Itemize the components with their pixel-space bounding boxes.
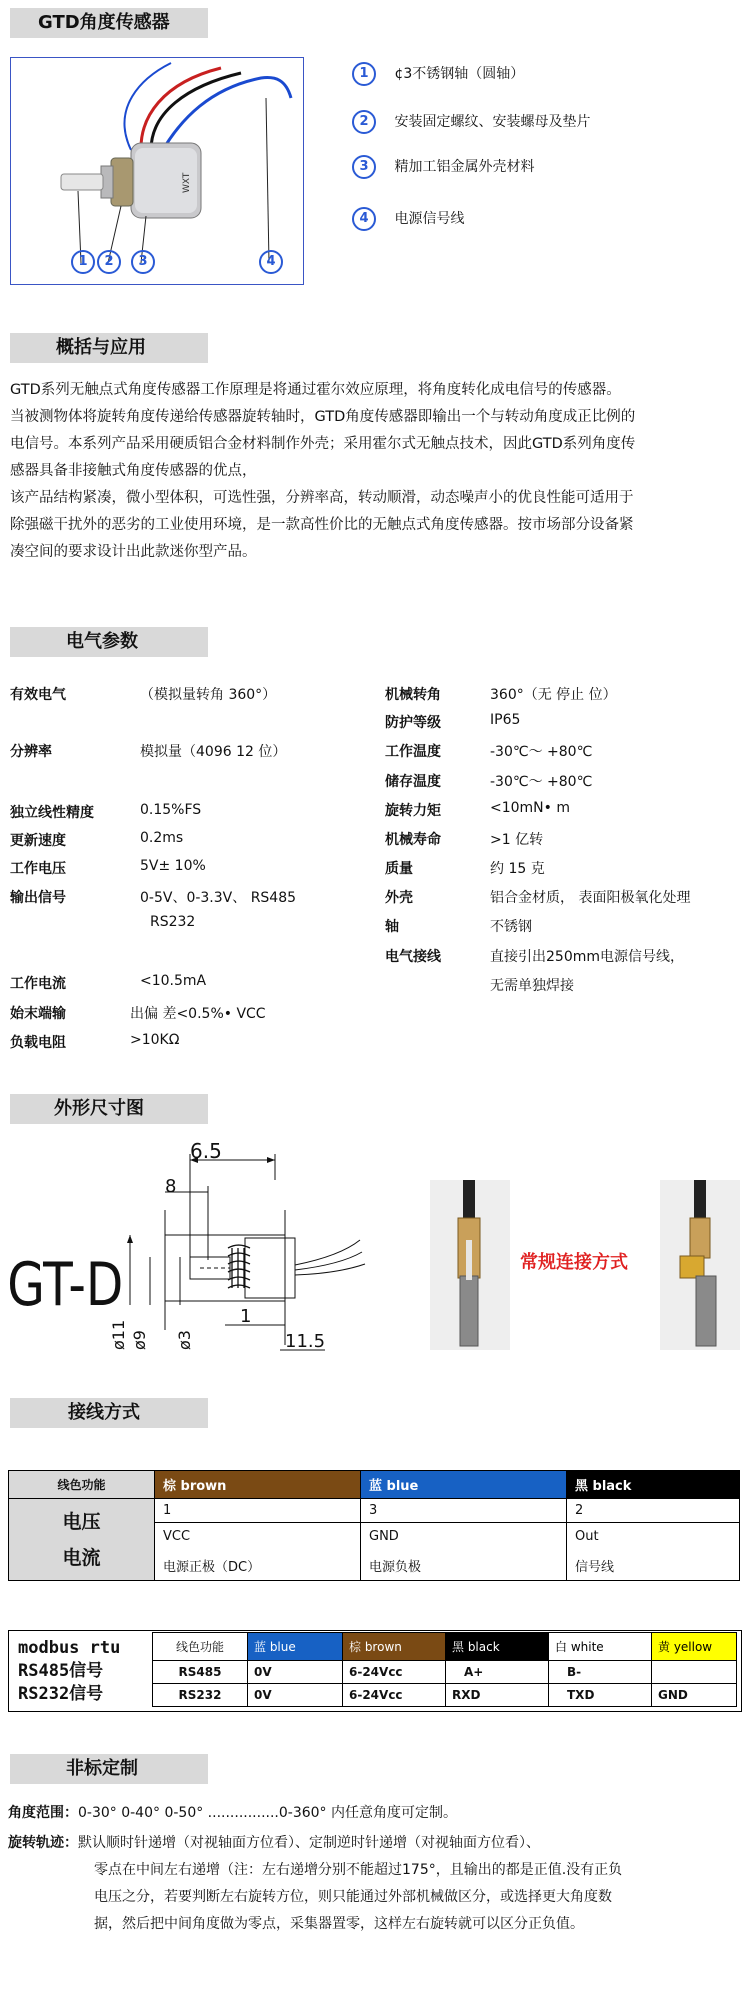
modbus-label: modbus rtu RS485信号 RS232信号 <box>18 1638 121 1704</box>
param-label: 质量 <box>385 861 413 877</box>
image-label-4: 4 <box>259 250 283 274</box>
param-value-cont: 无需单独焊接 <box>490 978 574 994</box>
product-illustration <box>11 58 303 284</box>
modbus-header-cell: 线色功能 <box>153 1633 248 1661</box>
overview-line: 当被测物体将旋转角度传递给传感器旋转轴时，GTD角度传感器即输出一个与转动角度成正比例的 <box>10 409 636 425</box>
modbus-color-brown: 棕 brown <box>343 1633 446 1661</box>
section-title-dimensions: 外形尺寸图 <box>10 1094 208 1124</box>
modbus-color-blue: 蓝 blue <box>248 1633 343 1661</box>
param-label: 输出信号 <box>10 890 66 906</box>
callout-text: 精加工铝金属外壳材料 <box>394 159 535 175</box>
dim-phi11: ø11 <box>109 1319 128 1350</box>
param-label: 工作电压 <box>10 861 66 877</box>
connection-label: 常规连接方式 <box>520 1252 628 1273</box>
signal-description: 电源正极（DC） <box>155 1551 361 1581</box>
page-title: GTD角度传感器 <box>38 12 170 33</box>
page-title-bar <box>10 8 208 38</box>
dim-11-5: 11.5 <box>285 1331 326 1352</box>
signal-name: GND <box>361 1523 567 1551</box>
callout-text: 安装固定螺纹、安装螺母及垫片 <box>394 114 591 130</box>
param-label: 机械转角 <box>385 687 441 703</box>
param-label: 工作电流 <box>10 976 66 992</box>
param-value: 0.2ms <box>140 830 184 846</box>
product-photo <box>10 57 304 285</box>
modbus-cell: RS485 <box>153 1661 248 1684</box>
param-label: 独立线性精度 <box>10 805 94 821</box>
param-label: 负载电阻 <box>10 1035 66 1051</box>
overview-line: 电信号。本系列产品采用硬质铝合金材料制作外壳；采用霍尔式无触点技术，因此GTD系列角度传 <box>10 436 636 452</box>
overview-line: 该产品结构紧凑，微小型体积，可选性强，分辨率高，转动顺滑，动态噪声小的优良性能可适用于 <box>10 490 634 506</box>
dim-phi9: ø9 <box>130 1330 149 1350</box>
section-title-wiring: 接线方式 <box>10 1398 208 1428</box>
callout-text: 电源信号线 <box>394 211 465 227</box>
param-label: 外壳 <box>385 890 413 906</box>
param-value: >1 亿转 <box>490 832 544 848</box>
param-label: 始末端输 <box>10 1006 66 1022</box>
param-value: 0-5V、0-3.3V、 RS485 <box>140 890 297 906</box>
param-value: IP65 <box>490 712 521 728</box>
section-title-overview: 概括与应用 <box>10 333 208 363</box>
modbus-cell: 0V <box>248 1661 343 1684</box>
wiring-color-black: 黑 black <box>567 1471 740 1499</box>
rotation-line: 默认顺时针递增（对视轴面方位看）、定制逆时针递增（对视轴面方位看）、 <box>78 1835 540 1851</box>
param-value-cont: RS232 <box>150 914 196 930</box>
param-value: 不锈钢 <box>490 919 532 935</box>
modbus-cell: 6-24Vcc <box>343 1661 446 1684</box>
modbus-cell: B- <box>549 1661 652 1684</box>
callout-number: 1 <box>352 62 376 86</box>
rotation-line: 电压之分，若要判断左右旋转方位，则只能通过外部机械做区分，或选择更大角度数 <box>94 1889 612 1905</box>
wiring-color-blue: 蓝 blue <box>361 1471 567 1499</box>
param-value: -30℃～ +80℃ <box>490 774 593 790</box>
wiring-table <box>8 1470 740 1581</box>
callout-2 <box>352 110 590 134</box>
section-title-custom: 非标定制 <box>10 1754 208 1784</box>
image-label-1: 1 <box>71 250 95 274</box>
param-label: 更新速度 <box>10 833 66 849</box>
rotation-line: 据，然后把中间角度做为零点，采集器置零，这样左右旋转就可以区分正负值。 <box>94 1916 584 1932</box>
angle-label: 角度范围： <box>8 1805 78 1821</box>
signal-description: 电源负极 <box>361 1551 567 1581</box>
param-label: 轴 <box>385 919 399 935</box>
modbus-table <box>152 1632 737 1707</box>
param-value: 5V± 10% <box>140 858 206 874</box>
param-label: 防护等级 <box>385 715 441 731</box>
rotation-track <box>8 1830 622 1938</box>
pin-number: 1 <box>155 1499 361 1523</box>
modbus-cell: 0V <box>248 1684 343 1707</box>
modbus-cell: A+ <box>446 1661 549 1684</box>
rotation-line: 零点在中间左右递增（注：左右递增分别不能超过175°，且输出的都是正值.没有正负 <box>94 1862 623 1878</box>
modbus-color-yellow: 黄 yellow <box>652 1633 737 1661</box>
param-label: 储存温度 <box>385 774 441 790</box>
param-label: 分辨率 <box>10 744 52 760</box>
connection-photo-right <box>660 1180 740 1350</box>
rotation-label: 旋转轨迹： <box>8 1835 78 1851</box>
callout-3 <box>352 155 534 179</box>
signal-name: VCC <box>155 1523 361 1551</box>
callout-text: ¢3不锈钢轴（圆轴） <box>394 66 525 82</box>
modbus-cell <box>652 1661 737 1684</box>
modbus-color-white: 白 white <box>549 1633 652 1661</box>
callout-number: 4 <box>352 207 376 231</box>
body-marking: WXT <box>182 172 192 193</box>
param-label: 旋转力矩 <box>385 803 441 819</box>
dim-1: 1 <box>240 1306 252 1327</box>
model-label: GT-D <box>7 1250 124 1320</box>
modbus-cell: GND <box>652 1684 737 1707</box>
param-value: 铝合金材质， 表面阳极氧化处理 <box>490 890 691 906</box>
param-value: <10.5mA <box>140 973 207 989</box>
param-value: 约 15 克 <box>490 861 545 877</box>
param-label: 有效电气 <box>10 687 66 703</box>
pin-number: 3 <box>361 1499 567 1523</box>
dim-6-5: 6.5 <box>190 1140 222 1163</box>
param-value: 模拟量（4096 12 位） <box>140 744 287 760</box>
dimension-drawing <box>0 1140 420 1355</box>
overview-line: 除强磁干扰外的恶劣的工业使用环境，是一款高性价比的无触点式角度传感器。按市场部分设备紧 <box>10 517 634 533</box>
modbus-cell: 6-24Vcc <box>343 1684 446 1707</box>
image-label-2: 2 <box>97 250 121 274</box>
modbus-cell: RXD <box>446 1684 549 1707</box>
param-value: 出偏 差<0.5%• VCC <box>130 1006 266 1022</box>
signal-name: Out <box>567 1523 740 1551</box>
param-label: 工作温度 <box>385 744 441 760</box>
modbus-cell: TXD <box>549 1684 652 1707</box>
overview-text <box>10 377 745 566</box>
signal-description: 信号线 <box>567 1551 740 1581</box>
overview-line: 凑空间的要求设计出此款迷你型产品。 <box>10 544 257 560</box>
param-label: 机械寿命 <box>385 832 441 848</box>
param-value: 0.15%FS <box>140 802 202 818</box>
callout-number: 2 <box>352 110 376 134</box>
callout-1 <box>352 62 524 86</box>
param-value: 360°（无 停止 位） <box>490 687 617 703</box>
param-value: -30℃～ +80℃ <box>490 744 593 760</box>
angle-range <box>8 1802 457 1822</box>
param-value: >10KΩ <box>130 1032 180 1048</box>
section-title-electrical: 电气参数 <box>10 627 208 657</box>
callout-4 <box>352 207 464 231</box>
dim-phi3: ø3 <box>175 1330 194 1350</box>
wiring-header-cell: 线色功能 <box>9 1471 155 1499</box>
angle-text: 0-30° 0-40° 0-50° ................0-360° 内任意角度可定制。 <box>78 1805 458 1821</box>
connection-photo-left <box>430 1180 510 1350</box>
param-value: （模拟量转角 360°） <box>140 687 277 703</box>
pin-number: 2 <box>567 1499 740 1523</box>
param-label: 电气接线 <box>385 949 441 965</box>
callout-number: 3 <box>352 155 376 179</box>
modbus-cell: RS232 <box>153 1684 248 1707</box>
overview-line: 感器具备非接触式角度传感器的优点， <box>10 463 257 479</box>
wiring-row-label: 电压 电流 <box>9 1499 155 1581</box>
modbus-color-black: 黑 black <box>446 1633 549 1661</box>
dim-8: 8 <box>165 1176 177 1197</box>
image-label-3: 3 <box>131 250 155 274</box>
overview-line: GTD系列无触点式角度传感器工作原理是将通过霍尔效应原理，将角度转化成电信号的传感器。 <box>10 382 621 398</box>
param-value: 直接引出250mm电源信号线， <box>490 949 684 965</box>
wiring-color-brown: 棕 brown <box>155 1471 361 1499</box>
param-value: <10mN• m <box>490 800 571 816</box>
